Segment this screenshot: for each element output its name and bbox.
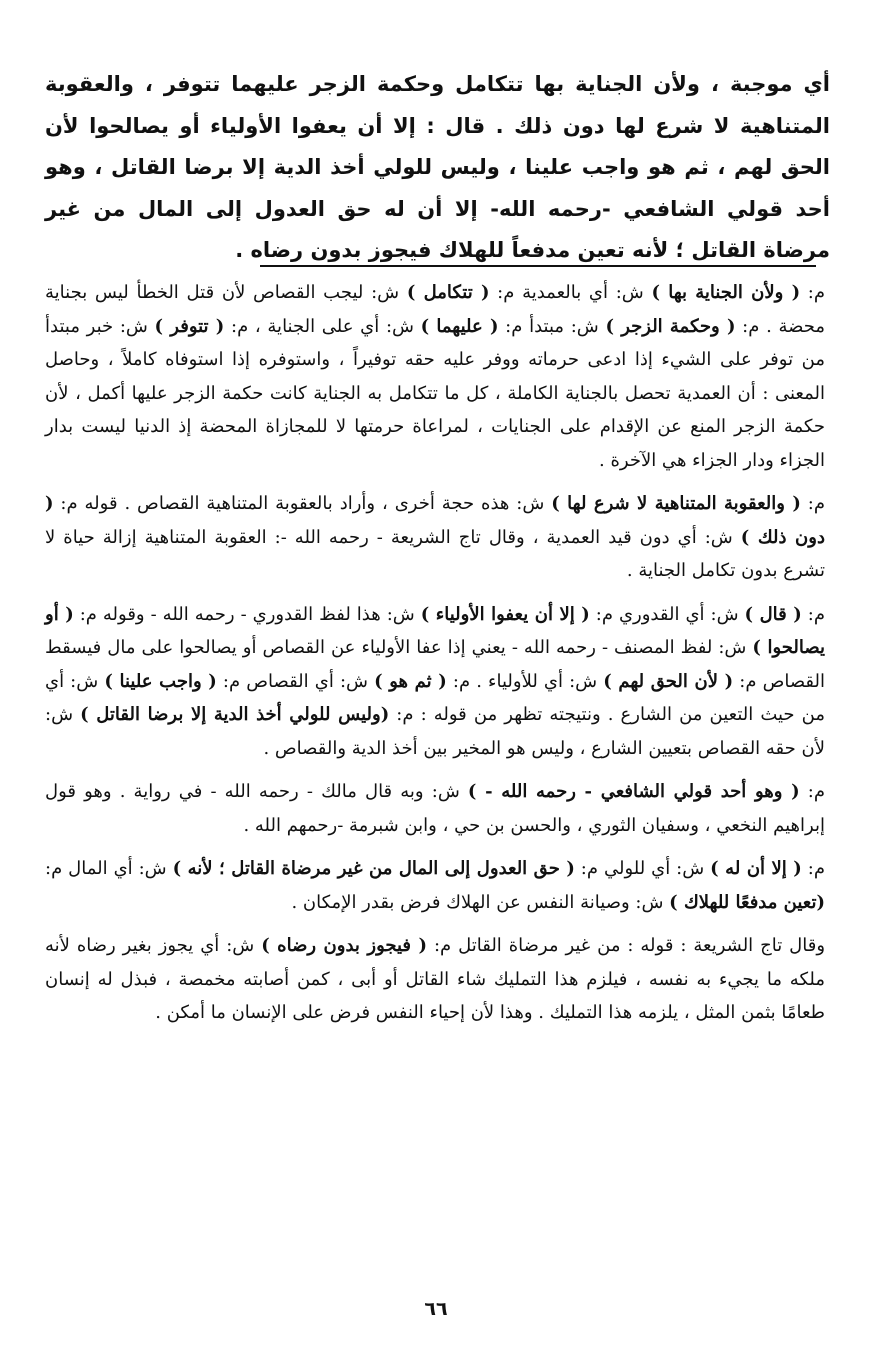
quoted-matn-text: ( حق العدول إلى المال من غير مرضاة القاتل ؛ لأنه ) [172, 858, 575, 879]
commentary-text: وقال تاج الشريعة : قوله : من غير مرضاة القاتل م: [427, 935, 826, 956]
commentary-paragraph [45, 598, 825, 766]
quoted-matn-text: ( أو يصالحوا ) [45, 603, 825, 658]
commentary-paragraph [45, 276, 825, 477]
quoted-matn-text: ( لأن الحق لهم ) [603, 670, 734, 692]
commentary-text: ش: لفظ المصنف - رحمه الله - يعني إذا عفا الأولياء عن القصاص أو يصالحوا على مال فيسقط القصاص م: [45, 637, 826, 692]
quoted-matn-text: ( عليهما ) [420, 315, 499, 337]
commentary-text: ش: أي دون قيد العمدية ، وقال تاج الشريعة - رحمه الله -: العقوبة المتناهية إزالة حياة لا تشرع بدون تكامل الجناية . [45, 526, 825, 581]
commentary-text: ش: هذا لفظ القدوري - رحمه الله - وقوله م: [73, 603, 421, 625]
commentary-text: ش: خبر مبتدأ من توفر على الشيء إذا ادعى حرماته ووفر عليه حقه توفيراً ، واستوفره إذا استوفاه كاملاً ، وحاصل المعنى : أن العمدية تحصل بالجناية الكاملة ، كل ما تتكامل به الجناية كانت حكمة الزجر عليها أكمل ، لأن حكمة الزجر المنع عن الإقدام على الجنايات ، لمراعاة حرمتها لا للمجازاة المحضة إذ الدنيا ليست بدار الجزاء ودار الجزاء هي الآخرة . [45, 315, 825, 471]
commentary-paragraph [45, 929, 825, 1030]
quoted-matn-text: ( فيجوز بدون رضاه ) [261, 935, 428, 956]
commentary-paragraph [45, 487, 825, 588]
quoted-matn-text: ( دون ذلك ) [45, 493, 825, 548]
commentary-text: م: [800, 493, 825, 514]
quoted-matn-text: ( إلا أن له ) [710, 858, 802, 879]
commentary-block [45, 276, 825, 1040]
commentary-text: ش: أي بالعمدية م: [489, 282, 652, 303]
commentary-text: ش: أي المال م: [45, 858, 173, 879]
quoted-matn-text: ( وهو أحد قولي الشافعي - رحمه الله - ) [467, 781, 800, 802]
commentary-text: م: [800, 282, 825, 303]
footnote-separator [260, 265, 816, 267]
commentary-text: ش: أي على الجناية ، م: [224, 315, 421, 337]
commentary-text: ش: أي القصاص م: [216, 670, 375, 692]
commentary-text: ش: أي يجوز بغير رضاه لأنه ملكه ما يجيء به نفسه ، فيلزم هذا التمليك شاء القاتل أو أبى ، كمن أصابته مخمصة ، فبذل له إنسان طعامًا بثمن المثل ، يلزمه هذا التمليك . وهذا لأن إحياء النفس فرض على الإنسان ما أمكن . [45, 935, 825, 1023]
commentary-text: ش: أي للولي م: [574, 858, 711, 879]
commentary-text: ش: أي القدوري م: [589, 603, 745, 625]
quoted-matn-text: ( إلا أن يعفوا الأولياء ) [420, 603, 590, 625]
quoted-matn-text: ( ولأن الجناية بها ) [651, 282, 801, 303]
commentary-text: م: [801, 858, 825, 879]
commentary-paragraph [45, 852, 825, 919]
main-paragraph: أي موجبة ، ولأن الجناية بها تتكامل وحكمة الزجر عليهما تتوفر ، والعقوبة المتناهية لا شرع لها دون ذلك . قال : إلا أن يعفوا الأولياء أو يصالحوا لأن الحق لهم ، ثم هو واجب علينا ، وليس للولي أخذ الدية إلا برضا القاتل ، وهو أحد قولي الشافعي -رحمه الله- إلا أن له حق العدول إلى المال من غير مرضاة القاتل ؛ لأنه تعين مدفعاً للهلاك فيجوز بدون رضاه . [45, 72, 830, 262]
commentary-text: ش: وبه قال مالك - رحمه الله - في رواية . وهو قول إبراهيم النخعي ، وسفيان الثوري ، والحسن بن حي ، وابن شبرمة -رحمهم الله . [45, 781, 825, 836]
commentary-text: ش: أي للأولياء . م: [446, 670, 604, 692]
commentary-text: ش: لأن حقه القصاص بتعيين الشارع ، وليس هو المخير بين أخذ الدية والقصاص . [45, 704, 825, 759]
quoted-matn-text: ( تتوفر ) [154, 315, 225, 337]
quoted-matn-text: ( والعقوبة المتناهية لا شرع لها ) [551, 493, 801, 514]
commentary-text: م: [799, 781, 825, 802]
quoted-matn-text: ( وحكمة الزجر ) [605, 315, 736, 337]
commentary-text: م: [801, 603, 825, 625]
quoted-matn-text: (وليس للولي أخذ الدية إلا برضا القاتل ) [80, 704, 390, 725]
commentary-text: ش: وصيانة النفس عن الهلاك فرض بقدر الإمكان . [291, 891, 670, 913]
quoted-matn-text: ( واجب علينا ) [104, 670, 217, 692]
main-text-block [45, 64, 830, 272]
quoted-matn-text: (تعين مدفعًا للهلاك ) [669, 891, 825, 913]
quoted-matn-text: ( تتكامل ) [406, 282, 490, 303]
quoted-matn-text: ( قال ) [744, 603, 802, 625]
commentary-text: ش: هذه حجة أخرى ، وأراد بالعقوبة المتناهية القصاص . قوله م: [53, 493, 552, 514]
page-number: ٦٦ [424, 1298, 448, 1320]
commentary-text: ش: مبتدأ م: [498, 315, 606, 337]
commentary-paragraph [45, 775, 825, 842]
commentary-text: ش: ليجب القصاص لأن قتل الخطأ ليس بجناية محضة . م: [45, 282, 825, 337]
commentary-text: ش: أي من حيث التعين من الشارع . ونتيجته تظهر من قوله : م: [45, 670, 825, 725]
quoted-matn-text: ( ثم هو ) [374, 670, 447, 692]
